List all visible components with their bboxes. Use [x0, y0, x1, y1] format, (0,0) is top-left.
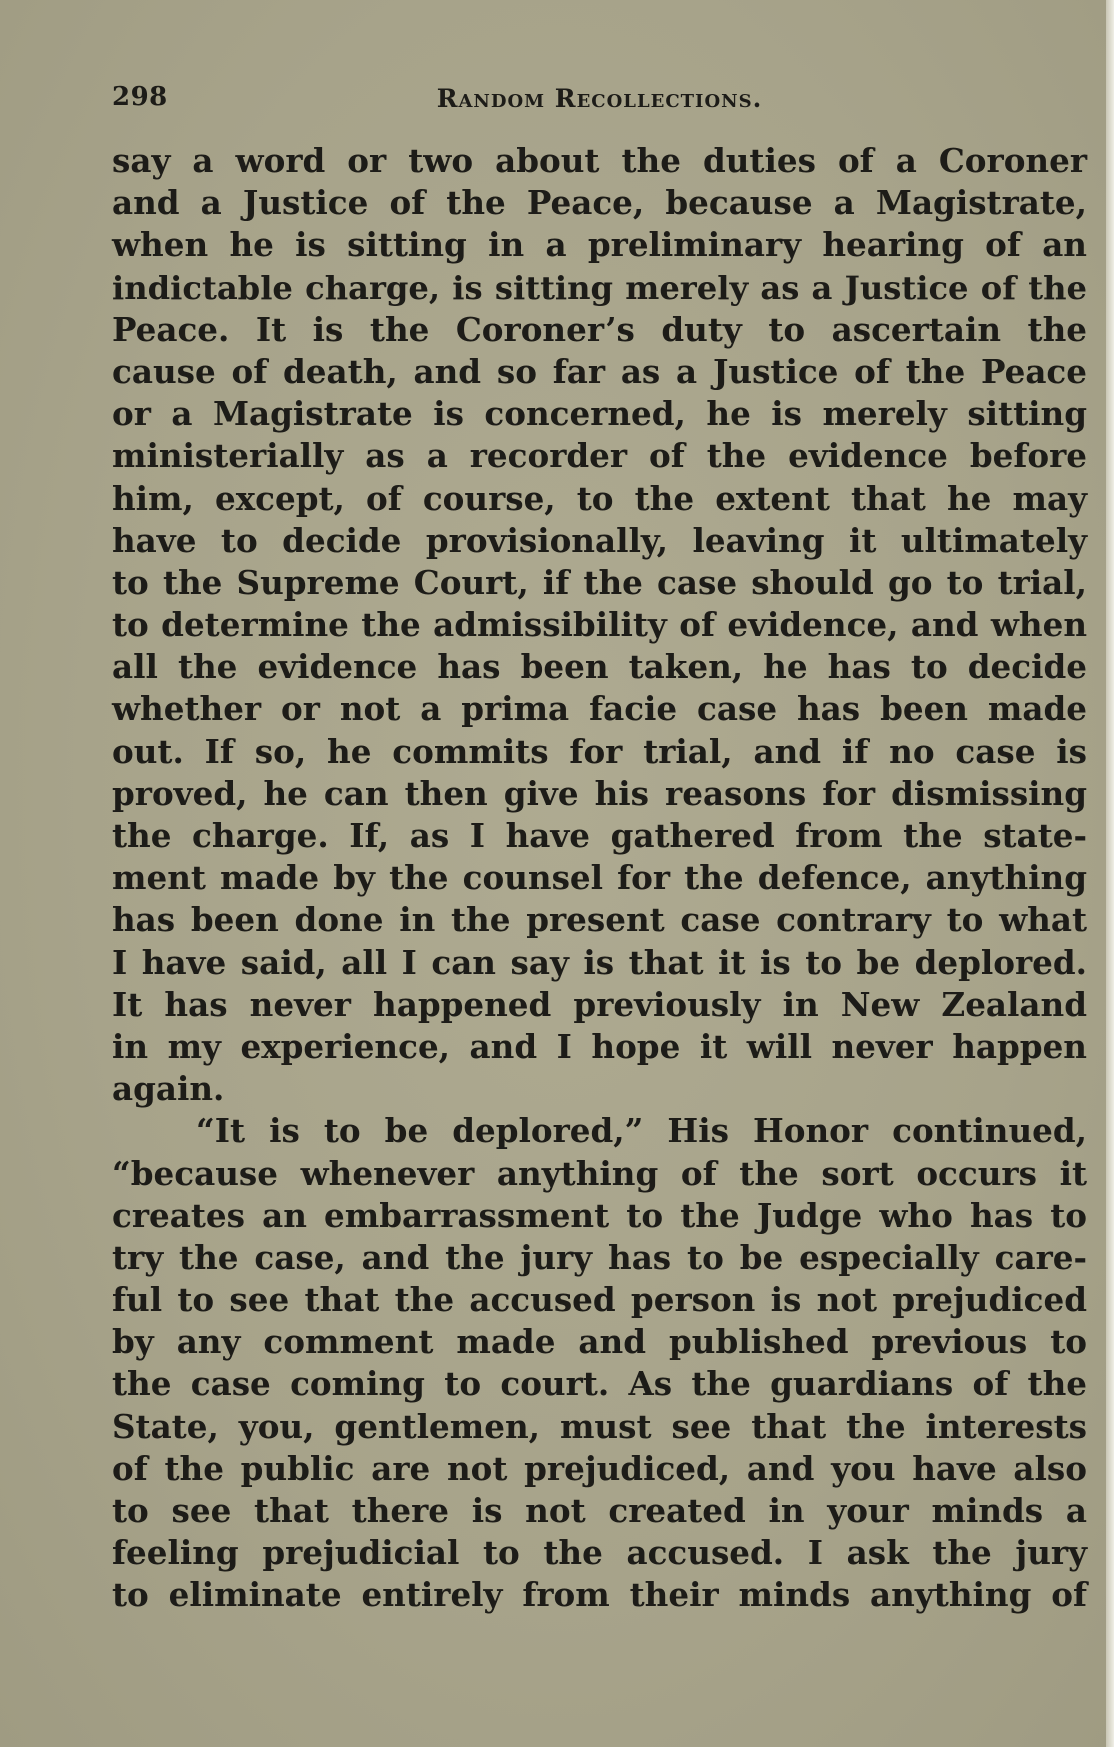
text-line: when he is sitting in a preliminary hearing of an — [112, 225, 1087, 265]
text-line: ment made by the counsel for the defence, anything — [112, 858, 1087, 898]
text-line: It has never happened previously in New Zealand — [112, 984, 1087, 1024]
running-head: Random Recollections. — [436, 84, 763, 113]
page-edge — [1106, 0, 1114, 1747]
text-line: say a word or two about the duties of a Coroner — [112, 141, 1087, 180]
text-line: try the case, and the jury has to be especially care- — [112, 1237, 1087, 1277]
text-line: him, except, of course, to the extent that he may — [112, 478, 1087, 518]
text-line: of the public are not prejudiced, and you have also — [112, 1448, 1087, 1488]
text-line: feeling prejudicial to the accused. I ask the jury — [112, 1533, 1087, 1573]
text-line-indented: “It is to be deplored,” His Honor continued, — [196, 1111, 1087, 1151]
page-number: 298 — [112, 82, 168, 112]
text-line: to see that there is not created in your minds a — [112, 1491, 1087, 1530]
text-line: the charge. If, as I have gathered from the state- — [112, 816, 1087, 855]
text-line: to determine the admissibility of evidence, and when — [112, 605, 1087, 645]
text-line: in my experience, and I hope it will never happen — [112, 1026, 1087, 1066]
text-line: cause of death, and so far as a Justice of the Peace — [112, 351, 1087, 391]
text-line: “because whenever anything of the sort occurs it — [112, 1153, 1087, 1193]
text-line: again. — [112, 1069, 225, 1109]
text-line: by any comment made and published previous to — [112, 1322, 1087, 1362]
text-line: has been done in the present case contrary to what — [112, 900, 1087, 940]
text-line: out. If so, he commits for trial, and if no case is — [112, 731, 1087, 771]
text-line: creates an embarrassment to the Judge who has to — [112, 1195, 1087, 1235]
text-line: all the evidence has been taken, he has to decide — [112, 647, 1087, 687]
text-line: ministerially as a recorder of the evidence before — [112, 436, 1087, 476]
text-line: to eliminate entirely from their minds anything of — [112, 1575, 1087, 1615]
text-line: ful to see that the accused person is not prejudiced — [112, 1280, 1087, 1320]
text-line: indictable charge, is sitting merely as a Justice of the — [112, 268, 1087, 307]
text-line: the case coming to court. As the guardians of the — [112, 1364, 1087, 1404]
text-line: and a Justice of the Peace, because a Magistrate, — [112, 183, 1087, 223]
text-line: to the Supreme Court, if the case should go to trial, — [112, 562, 1087, 602]
text-line: have to decide provisionally, leaving it ultimately — [112, 520, 1087, 560]
text-line: State, you, gentlemen, must see that the interests — [112, 1406, 1087, 1446]
body-text — [112, 140, 1087, 1617]
text-line: or a Magistrate is concerned, he is merely sitting — [112, 394, 1087, 434]
page-header — [112, 78, 1087, 124]
text-line: I have said, all I can say is that it is to be deplored. — [112, 942, 1087, 982]
text-line: Peace. It is the Coroner’s duty to ascertain the — [112, 309, 1087, 349]
text-line: whether or not a prima facie case has been made — [112, 689, 1087, 729]
text-line: proved, he can then give his reasons for dismissing — [112, 773, 1087, 813]
